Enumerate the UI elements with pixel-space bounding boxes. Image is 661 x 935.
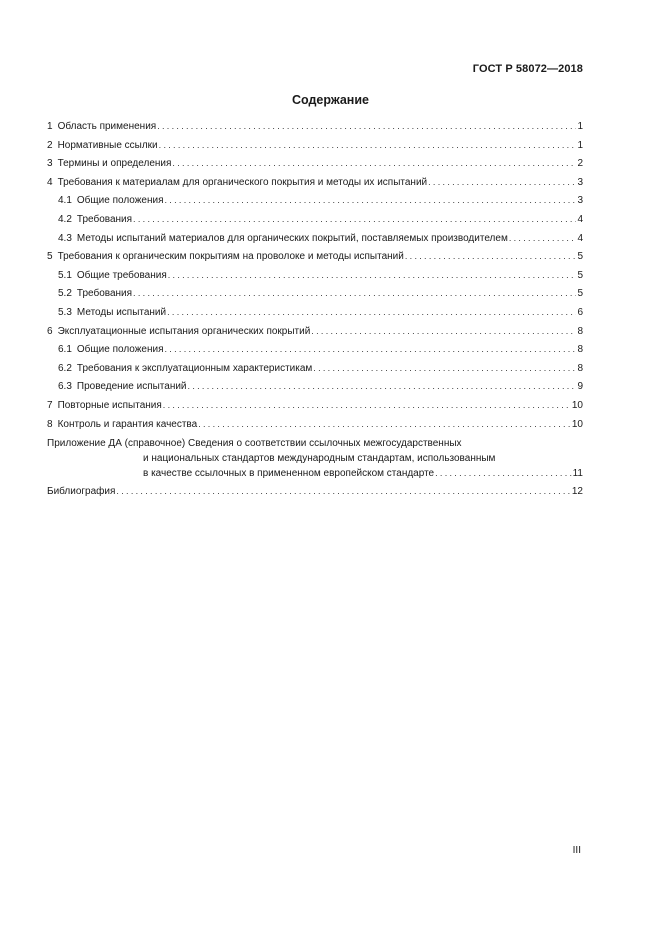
toc-entry-page-number: 3 bbox=[577, 195, 583, 207]
dot-leader bbox=[133, 288, 576, 298]
toc-entry[interactable] bbox=[47, 363, 583, 382]
toc-entry-label: Общие требования bbox=[76, 269, 167, 281]
appendix-page-number: 11 bbox=[572, 468, 583, 480]
bibliography-label: Библиография bbox=[47, 486, 116, 498]
toc-entry-page-number: 8 bbox=[577, 344, 583, 356]
dot-leader bbox=[188, 381, 577, 391]
toc-entry[interactable] bbox=[47, 419, 583, 438]
toc-entry[interactable] bbox=[47, 307, 583, 326]
dot-leader bbox=[167, 307, 576, 317]
toc-entry[interactable] bbox=[47, 214, 583, 233]
toc-entry-label: Требования к органическим покрытиям на проволоке и методы испытаний bbox=[57, 251, 404, 263]
appendix-line-3-row bbox=[47, 468, 583, 486]
dot-leader bbox=[133, 214, 576, 224]
toc-entry[interactable] bbox=[47, 177, 583, 196]
toc-entry-page-number: 3 bbox=[577, 176, 583, 188]
toc-entry-number: 5.2 bbox=[58, 288, 72, 300]
toc-entry-page-number: 8 bbox=[577, 362, 583, 374]
toc-entry-page-number: 5 bbox=[577, 251, 583, 263]
toc-entry-page-number: 8 bbox=[577, 325, 583, 337]
appendix-line-3: в качестве ссылочных в примененном европейском стандарте bbox=[143, 468, 435, 480]
toc-entry[interactable] bbox=[47, 270, 583, 289]
toc-entry-label: Требования bbox=[76, 288, 133, 300]
toc-entry[interactable] bbox=[47, 326, 583, 345]
dot-leader bbox=[165, 195, 577, 205]
dot-leader bbox=[198, 419, 571, 429]
toc-entry-number: 6.2 bbox=[58, 362, 72, 374]
toc-entry-page-number: 5 bbox=[577, 269, 583, 281]
toc-entry-page-number: 6 bbox=[577, 306, 583, 318]
toc-entries bbox=[47, 121, 583, 437]
toc-entry-label: Эксплуатационные испытания органических покрытий bbox=[57, 325, 311, 337]
toc-entry-label: Область применения bbox=[57, 121, 157, 132]
toc-entry-number: 5.1 bbox=[58, 269, 72, 281]
toc-entry-number: 7 bbox=[47, 399, 53, 411]
toc-entry[interactable] bbox=[47, 233, 583, 252]
toc-entry[interactable] bbox=[47, 288, 583, 307]
toc-entry-page-number: 2 bbox=[577, 158, 583, 170]
toc-entry-number: 6.3 bbox=[58, 381, 72, 393]
toc-entry-label: Методы испытаний материалов для органических покрытий, поставляемых производителем bbox=[76, 232, 508, 244]
dot-leader bbox=[509, 233, 577, 243]
toc-entry-label: Проведение испытаний bbox=[76, 381, 187, 393]
toc-entry-label: Нормативные ссылки bbox=[57, 139, 158, 151]
dot-leader bbox=[313, 363, 576, 373]
toc-entry-page-number: 9 bbox=[577, 381, 583, 393]
dot-leader bbox=[172, 158, 576, 168]
toc-entry-appendix[interactable] bbox=[47, 438, 583, 486]
toc-entry-number: 4 bbox=[47, 176, 53, 188]
dot-leader bbox=[428, 177, 576, 187]
toc-entry-label: Общие положения bbox=[76, 195, 164, 207]
dot-leader bbox=[405, 251, 577, 261]
toc-entry-bibliography[interactable] bbox=[47, 486, 583, 505]
toc-entry-label: Требования к эксплуатационным характеристикам bbox=[76, 362, 313, 374]
toc-entry-number: 4.2 bbox=[58, 213, 72, 225]
toc-entry[interactable] bbox=[47, 195, 583, 214]
appendix-line-2: и национальных стандартов международным стандартам, использованным bbox=[143, 453, 496, 465]
appendix-line-2-row bbox=[47, 453, 583, 468]
toc-entry-number: 8 bbox=[47, 418, 53, 430]
dot-leader bbox=[168, 270, 577, 280]
toc-entry-number: 6 bbox=[47, 325, 53, 337]
toc-entry-page-number: 4 bbox=[577, 232, 583, 244]
document-code: ГОСТ Р 58072—2018 bbox=[472, 63, 583, 75]
dot-leader bbox=[159, 140, 577, 150]
page-title: Содержание bbox=[291, 93, 369, 107]
toc-entry-page-number: 1 bbox=[577, 139, 583, 151]
dot-leader bbox=[311, 326, 576, 336]
toc-entry[interactable] bbox=[47, 121, 583, 140]
dot-leader bbox=[157, 121, 576, 131]
toc-entry-label: Требования bbox=[76, 213, 133, 225]
toc-entry-number: 6.1 bbox=[58, 344, 72, 356]
toc-entry[interactable] bbox=[47, 400, 583, 419]
toc-entry-number: 3 bbox=[47, 158, 53, 170]
dot-leader bbox=[116, 486, 570, 496]
dot-leader bbox=[165, 344, 577, 354]
toc-entry-page-number: 1 bbox=[577, 121, 583, 132]
toc-entry[interactable] bbox=[47, 344, 583, 363]
toc-entry-label: Требования к материалам для органического покрытия и методы их испытаний bbox=[57, 176, 428, 188]
dot-leader bbox=[435, 468, 572, 478]
toc-entry[interactable] bbox=[47, 158, 583, 177]
toc-entry-label: Общие положения bbox=[76, 344, 164, 356]
toc-entry-page-number: 10 bbox=[571, 399, 583, 411]
toc-entry-number: 2 bbox=[47, 139, 53, 151]
toc-entry-label: Методы испытаний bbox=[76, 306, 167, 318]
toc-entry[interactable] bbox=[47, 381, 583, 400]
dot-leader bbox=[163, 400, 571, 410]
toc-entry-number: 5.3 bbox=[58, 306, 72, 318]
toc-entry-label: Повторные испытания bbox=[57, 399, 162, 411]
toc-entry-number: 5 bbox=[47, 251, 53, 263]
appendix-line-1: Приложение ДА (справочное) Сведения о соответствии ссылочных межгосударственных bbox=[47, 438, 462, 450]
toc-entry-number: 4.3 bbox=[58, 232, 72, 244]
toc-entry-page-number: 4 bbox=[577, 213, 583, 225]
toc-entry-number: 4.1 bbox=[58, 195, 72, 207]
page-number-roman: III bbox=[572, 845, 581, 856]
toc-entry-page-number: 5 bbox=[577, 288, 583, 300]
toc-entry[interactable] bbox=[47, 251, 583, 270]
toc-entry-page-number: 10 bbox=[571, 418, 583, 430]
toc-entry-number: 1 bbox=[47, 121, 53, 132]
toc-entry[interactable] bbox=[47, 140, 583, 159]
toc-entry-label: Термины и определения bbox=[57, 158, 172, 170]
toc-entry-label: Контроль и гарантия качества bbox=[57, 418, 198, 430]
bibliography-page-number: 12 bbox=[571, 486, 583, 498]
table-of-contents bbox=[47, 121, 583, 505]
